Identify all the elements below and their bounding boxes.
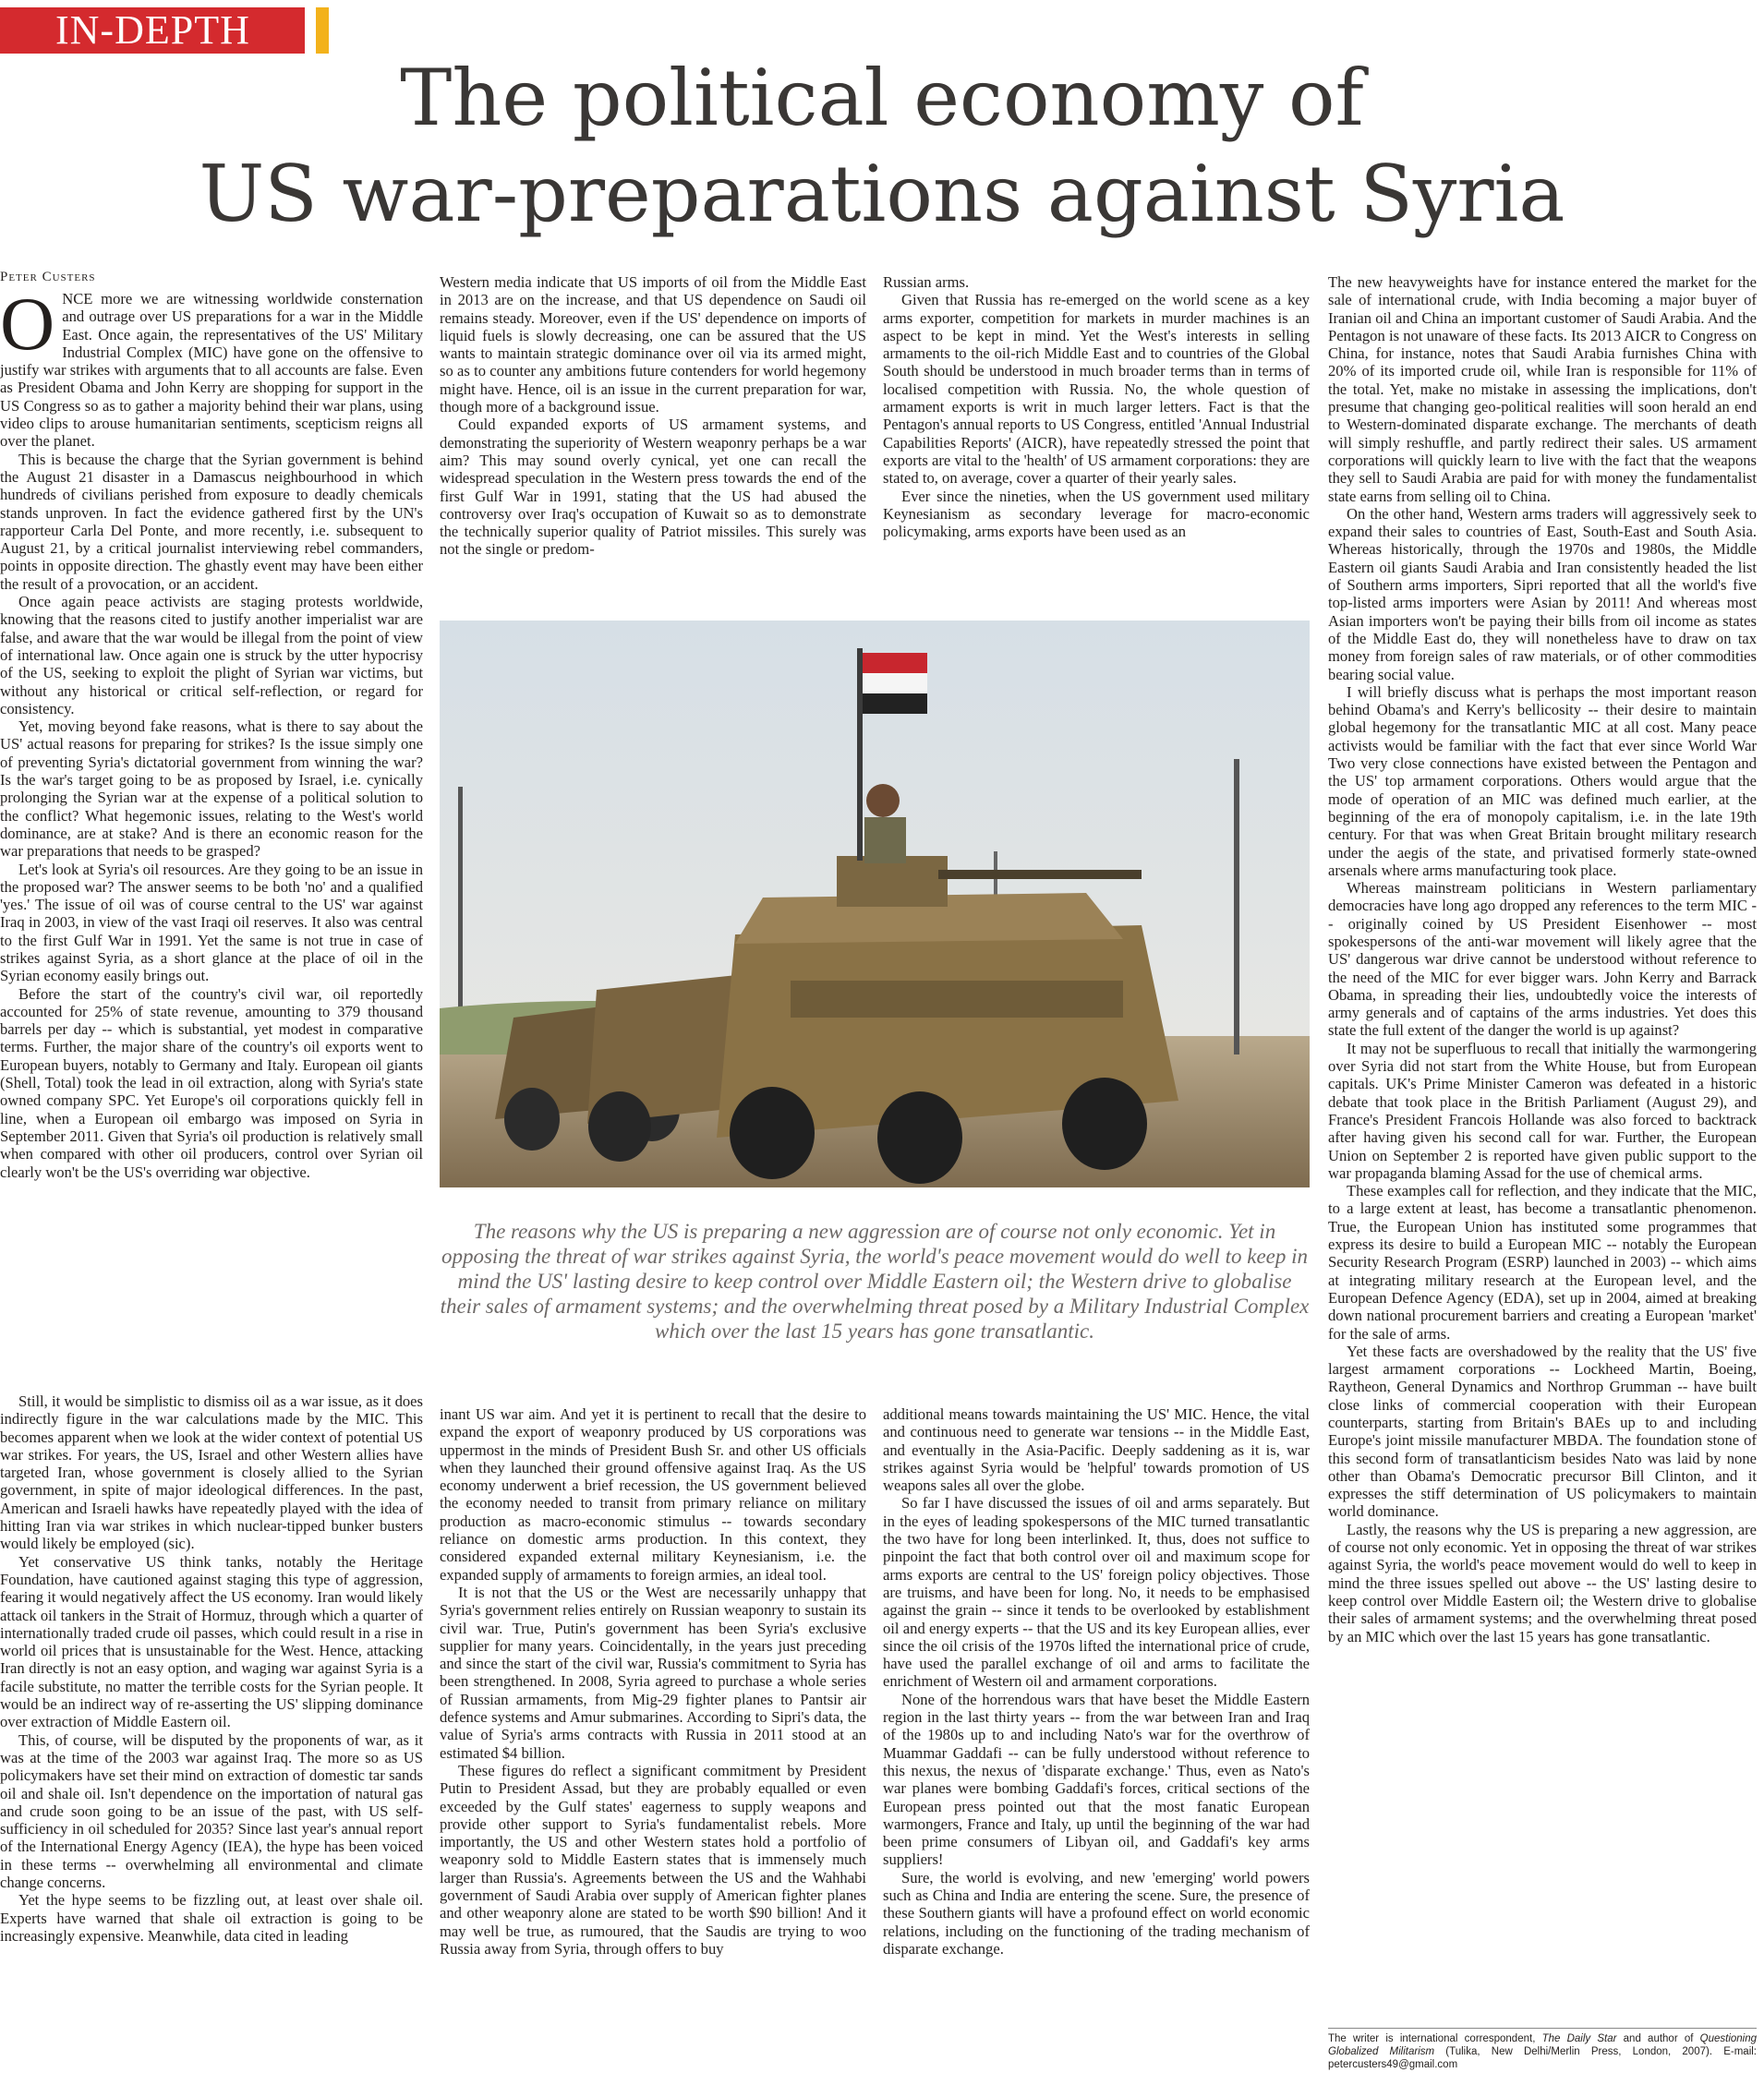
paragraph: I will briefly discuss what is perhaps the most important reason behind Obama's and Kerry's bellicosity -- their desire to maintain global hegemony for the transatlantic MIC at all cost. Many peace activists would be familiar with the fact that ever since World War Two very close connections have existed between the Pentagon and the US' top armament corporations. Others would argue that the mode of operation of an MIC was defined much earlier, at the beginning of the era of monopoly capitalism, i.e. in the late 19th century. For that was when Great Britain brought military research under the aegis of the state, and privatised formerly state-owned arsenals where arms manufacturing took place.: [1328, 682, 1757, 879]
paragraph: Western media indicate that US imports of oil from the Middle East in 2013 are on the increase, and that US dependence on Saudi oil remains steady. Moreover, even if the US' dependence on imports of liquid fuels is slowly decreasing, one can be assured that the US wants to maintain strategic dominance over oil via its armed might, so as to counter any ambitions future contenders for world hegemony might have. Hence, oil is an issue in the current preparation for war, though more of a background issue.: [440, 273, 866, 416]
section-label: IN-DEPTH: [55, 7, 250, 53]
paragraph: Yet conservative US think tanks, notably the Heritage Foundation, have cautioned against staging this type of aggression, fearing it would negatively affect the US economy. Iran would likely attack oil tankers in the Strait of Hormuz, through which a quarter of internationally traded crude oil passes, which could result in a rise in world oil prices that is unsustainable for the West. Hence, attacking Iran directly is not an easy option, and waging war against Syria is a facile substitute, no matter the terrible costs for the Syrian people. It would be an indirect way of re-asserting the US' slipping dominance over extraction of Middle Eastern oil.: [0, 1552, 423, 1731]
paragraph: Before the start of the country's civil war, oil reportedly accounted for 25% of state revenue, amounting to 379 thousand barrels per day -- which is substantial, yet modest in comparative terms. Further, the major share of the country's oil exports went to European buyers, notably to Germany and Italy. European oil giants (Shell, Total) took the lead in oil extraction, along with Syria's state owned company SPC. Yet Europe's oil corporations quickly fell in line, when a European oil embargo was imposed on Syria in September 2011. Given that Syria's oil production is relatively small when compared with other oil producers, control over Syrian oil clearly won't be the US's overriding war objective.: [0, 984, 423, 1181]
paragraph: Still, it would be simplistic to dismiss oil as a war issue, as it does indirectly figure in the war calculations made by the MIC. This becomes apparent when we look at the wider context of potential US war strikes. For years, the US, Israel and other Western allies have targeted Iran, whose government is closely allied to the Syrian government, in spite of major ideological differences. In the past, American and Israeli hawks have repeatedly played with the idea of hitting Iran via war strikes in which nuclear-tipped bunker busters would likely be employed (sic).: [0, 1392, 423, 1553]
paragraph: Let's look at Syria's oil resources. Are they going to be an issue in the proposed war? The answer seems to be both 'no' and a qualified 'yes.' The issue of oil was of course central to the US' war against Iraq in 2003, in view of the vast Iraqi oil reserves. It also was central to the first Gulf War in 1991. Yet the same is not true in case of strikes against Syria, as a short glance at the place of oil in the Syrian economy easily brings out.: [0, 860, 423, 985]
paragraph: Russian arms.: [883, 273, 970, 291]
footnote-tail: (Tulika, New Delhi/Merlin Press, London, 2007). E-mail: petercusters49@gmail.com: [1328, 2046, 1757, 2070]
paragraph: additional means towards maintaining the US' MIC. Hence, the vital and continuous need to generate war tensions -- in the Middle East, and eventually in the Asia-Pacific. Deeply saddening as it is, war strikes against Syria would be 'helpful' towards promotion of US weapons sales all over the globe.: [883, 1405, 1310, 1495]
headline-line-1: The political economy of: [400, 53, 1364, 143]
byline: Peter Custers: [0, 270, 96, 284]
paragraph: Ever since the nineties, when the US government used military Keynesianism as secondary leverage for macro-economic policymaking, arms exports have been used as an: [883, 487, 1310, 541]
kicker-accent-bar: [316, 7, 329, 54]
footnote-paper: The Daily Star: [1541, 2033, 1617, 2044]
section-kicker: [0, 7, 305, 54]
paragraph: inant US war aim. And yet it is pertinent to recall that the desire to expand the export of weaponry produced by US corporations was uppermost in the minds of President Bush Sr. and other US officials when they launched their ground offensive against Iraq. As the US economy underwent a brief recession, the US government believed the economy needed to transit from primary reliance on military production as macro-economic stimulus -- towards secondary reliance on domestic arms production. In this context, they considered expanded external military Keynesianism, i.e. the expanded supply of armaments to foreign armies, an ideal tool.: [440, 1405, 866, 1584]
paragraph: None of the horrendous wars that have beset the Middle Eastern region in the last thirty years -- from the war between Iran and Iraq of the 1980s up to and including Nato's war for the overthrow of Muammar Gaddafi -- can be fully understood without reference to this nexus, the nexus of 'disparate exchange.' Thus, even as Nato's war planes were bombing Gaddafi's forces, critical sections of the European press pointed out that the most fanatic European warmongers, France and Italy, up until the beginning of the war had been prime consumers of Libyan oil, and Gaddafi's key arms suppliers!: [883, 1690, 1310, 1869]
paragraph: Lastly, the reasons why the US is preparing a new aggression, are of course not only economic. Yet in opposing the threat of war strikes against Syria, the world's peace movement would do well to keep in mind the three issues spelled out above -- the US' lasting desire to keep control over Middle Eastern oil; the Western drive to globalise their sales of armament systems; and the overwhelming threat posed by an MIC which over the last 15 years has gone transatlantic.: [1328, 1520, 1757, 1645]
footnote-lead: The writer is international correspondent,: [1328, 2033, 1542, 2044]
column-3-top: [883, 273, 1310, 604]
paragraph: Given that Russia has re-emerged on the world scene as a key arms exporter, competition for markets in murder machines is an aspect to be kept in mind. Yet the West's interests in selling armaments to the oil-rich Middle East and to countries of the Global South should be understood in much broader terms than in terms of localised competition with Russia. No, the whole question of armament exports is writ in much larger letters. Fact is that the Pentagon's annual reports to US Congress, entitled 'Annual Industrial Capabilities Reports' (AICR), have repeatedly stressed the point that exports are vital to the 'health' of US armament corporations: they are stated to, on average, cover a quarter of their yearly sales.: [883, 291, 1310, 488]
paragraph: Sure, the world is evolving, and new 'emerging' world powers such as China and India are entering the scene. Sure, the presence of these Southern giants will have a profound effect on world economic relations, including on the functioning of the trading mechanism of disparate exchange.: [883, 1868, 1310, 1958]
armored-convoy-photo: [440, 621, 1310, 1187]
author-footnote: [1328, 2028, 1757, 2071]
paragraph: NCE more we are witnessing worldwide consternation and outrage over US preparations for a war in the Middle East. Once again, the representatives of the US' Military Industrial Complex (MIC) have gone on the offensive to justify war strikes with arguments that to all accounts are false. Even as President Obama and John Kerry are shopping for support in the US Congress so as to gather a majority behind their war plans, using video clips to arouse humanitarian sentiments, scepticism reigns all over the planet.: [0, 290, 423, 451]
headline-line-2: US war-preparations against Syria: [199, 149, 1565, 239]
paragraph: On the other hand, Western arms traders will aggressively seek to expand their sales to countries of East, South-East and South Asia. Whereas historically, through the 1970s and 1980s, the Middle Eastern oil giants Saudi Arabia and Iran consistently headed the list of Southern arms importers, Sipri reported that all the world's five top-listed arms importers were Asian by 2011! And whereas most Asian importers won't be paying their bills from oil income as states of the Middle East do, they will nonetheless have to draw on tax money from foreign sales of raw materials, or of other commodities bearing social value.: [1328, 504, 1757, 683]
pull-quote: The reasons why the US is preparing a new aggression are of course not only economic. Yet in opposing the threat of war strikes against Syria, the world's peace movement would do well to keep in mind the US' lasting desire to keep control over Middle Eastern oil; the Western drive to globalise their sales of armament systems; and the overwhelming threat posed by a Military Industrial Complex which over the last 15 years has gone transatlantic.: [440, 1220, 1310, 1343]
column-1-top: [0, 290, 423, 1376]
paragraph: These examples call for reflection, and they indicate that the MIC, to a large extent at least, has become a transatlantic phenomenon. True, the European Union has instituted some programmes that express its desire to build a European MIC -- notably the European Security Research Program (ESRP) launched in 2003) -- which aims at integrating military research at the European level, and the European Defence Agency (EDA), set up in 2004, aimed at breaking down national procurement barriers and creating a European 'market' for the sale of arms.: [1328, 1182, 1757, 1343]
paragraph: Yet these facts are overshadowed by the reality that the US' five largest armament corporations -- Lockheed Martin, Boeing, Raytheon, General Dynamics and Northrop Grumman -- have built close links of commercial cooperation with their European counterparts, starting from Britain's BAEs up to and including Europe's joint missile manufacturer MBDA. The foundation stone of this second form of transatlanticism besides Nato was laid by none other than Obama's Democratic precursor Bill Clinton, and it expresses the stiff determination of US policymakers to maintain world dominance.: [1328, 1342, 1757, 1521]
dropcap: O: [0, 290, 55, 366]
column-3-bottom: [883, 1405, 1310, 2083]
paragraph: Yet the hype seems to be fizzling out, at least over shale oil. Experts have warned that shale oil extraction is going to be increasingly expensive. Meanwhile, data cited in leading: [0, 1891, 423, 1945]
column-4: [1328, 273, 1757, 2013]
paragraph: So far I have discussed the issues of oil and arms separately. But in the eyes of leading spokespersons of the MIC turned transatlantic the two have for long been interlinked. It, thus, does not suffice to pinpoint the fact that both control over oil and maximum scope for arms exports are central to the US' foreign policy objectives. Those are truisms, and have been for long. No, it needs to be emphasised against the grain -- since it tends to be overlooked by establishment oil and energy experts -- that the US and its key European allies, ever since the oil crisis of the 1970s lifted the international price of crude, have used the parallel exchange of oil and arms to facilitate the enrichment of Western oil and armament corporations.: [883, 1494, 1310, 1691]
column-2-bottom: [440, 1405, 866, 2083]
column-2-top: [440, 273, 866, 604]
paragraph: Could expanded exports of US armament systems, and demonstrating the superiority of Western weaponry perhaps be a war aim? This may sound overly cynical, yet one can recall the widespread speculation in the Western press towards the end of the first Gulf War in 1991, stating that the US had abused the controversy over Iraq's occupation of Kuwait so as to demonstrate the technically superior quality of Patriot missiles. This surely was not the single or predom-: [440, 416, 866, 559]
paragraph: The new heavyweights have for instance entered the market for the sale of international crude, with India becoming a major buyer of Iranian oil and China an important customer of Saudi Arabia. And the Pentagon is not unaware of these facts. Its 2013 AICR to Congress on China, for instance, notes that Saudi Arabia furnishes China with 20% of its imported crude oil, while Iran is responsible for 11% of the total. Yet, make no mistake in assessing the implications, don't presume that changing geo-political realities will soon herald an end to Western-dominated disparate exchange. The merchants of death will simply reshuffle, and partly redirect their sales. US armament corporations will quickly learn to live with the fact that the weapons they sell to Saudi Arabia are paid for with money the fundamentalist state earns from selling oil to China.: [1328, 273, 1757, 505]
paragraph: These figures do reflect a significant commitment by President Putin to President Assad, but they are probably equalled or even exceeded by the Gulf states' eagerness to supply weapons and provide other support to Syria's fundamentalist rebels. More importantly, the US and other Western states hold a portfolio of weaponry sold to Middle Eastern states that is immensely much larger than Russia's. Agreements between the US and the Wahhabi government of Saudi Arabia over supply of American fighter planes and other weaponry alone are stated to be worth $90 billion! And it may well be true, as rumoured, that the Saudis are trying to woo Russia away from Syria, through offers to buy: [440, 1761, 866, 1958]
paragraph: It may not be superfluous to recall that initially the warmongering over Syria did not start from the White House, but from European capitals. UK's Prime Minister Cameron was defeated in a historic debate that took place in the British Parliament (August 29), and France's President Francois Hollande was also forced to backtrack after having given his second call for war. Further, the European Union on September 2 is reported have given public support to the war propaganda blaming Assad for the use of chemical arms.: [1328, 1039, 1757, 1182]
paragraph: Once again peace activists are staging protests worldwide, knowing that the reasons cited to justify another imperialist war are false, and aware that the war would be illegal from the point of view of international law. Once again one is struck by the utter hypocrisy of the US, seeking to exploit the plight of Syrian war victims, but without any historical or critical self-reflection, or regard for consistency.: [0, 593, 423, 717]
paragraph: Yet, moving beyond fake reasons, what is there to say about the US' actual reasons for preparing for strikes? Is the issue simply one of preventing Syria's dictatorial government from winning the war? Is the war's target going to be as proposed by Israel, i.e. cynically prolonging the Syrian war at the expense of a political solution to the conflict? What hegemonic issues, relating to the West's world dominance, are at stake? And is there an economic reason for the war preparations that needs to be grasped?: [0, 717, 423, 861]
paragraph: Whereas mainstream politicians in Western parliamentary democracies have long ago dropped any references to the term MIC -- originally coined by US President Eisenhower -- most spokespersons of the anti-war movement will likely agree that the US' dangerous war drive cannot be understood without reference to the need of the MIC for ever bigger wars. John Kerry and Barrack Obama, in spreading their lies, undoubtedly voice the interests of army generals and of captains of the arms industries. Yet does this state the full extent of the danger the world is up against?: [1328, 879, 1757, 1040]
paragraph: It is not that the US or the West are necessarily unhappy that Syria's government relies entirely on Russian weaponry to sustain its civil war. True, Putin's government has been Syria's exclusive supplier for many years. Coincidentally, in the years just preceding and since the start of the civil war, Russia's commitment to Syria has been strengthened. In 2008, Syria agreed to purchase a whole series of Russian armaments, from Mig-29 fighter planes to Pantsir air defence systems and Amur submarines. According to Sipri's data, the value of Syria's arms contracts with Russia in 2011 stood at an estimated $4 billion.: [440, 1583, 866, 1762]
column-1-bottom: [0, 1392, 423, 2083]
footnote-mid: and author of: [1616, 2033, 1700, 2044]
paragraph: This, of course, will be disputed by the proponents of war, as it was at the time of the 2003 war against Iraq. The more so as US policymakers have set their mind on extraction of domestic tar sands oil and shale oil. Isn't dependence on the importation of natural gas and crude soon going to be an issue of the past, with US self-sufficiency in oil scheduled for 2035? Since last year's annual report of the International Energy Agency (IEA), the hype has been voiced in these terms -- overwhelming all environmental and climate change concerns.: [0, 1730, 423, 1892]
paragraph: This is because the charge that the Syrian government is behind the August 21 disaster in a Damascus neighbourhood in which hundreds of civilians perished from exposure to deadly chemicals stands unproven. In fact the evidence gathered first by the UN's rapporteur Carla Del Ponte, and more recently, i.e. subsequent to August 21, by a critical journalist interviewing rebel commanders, points in opposite direction. The ghastly event may have been either the result of a provocation, or an accident.: [0, 450, 423, 593]
footnote-book: Questioning Globalized Militarism: [1328, 2033, 1758, 2057]
